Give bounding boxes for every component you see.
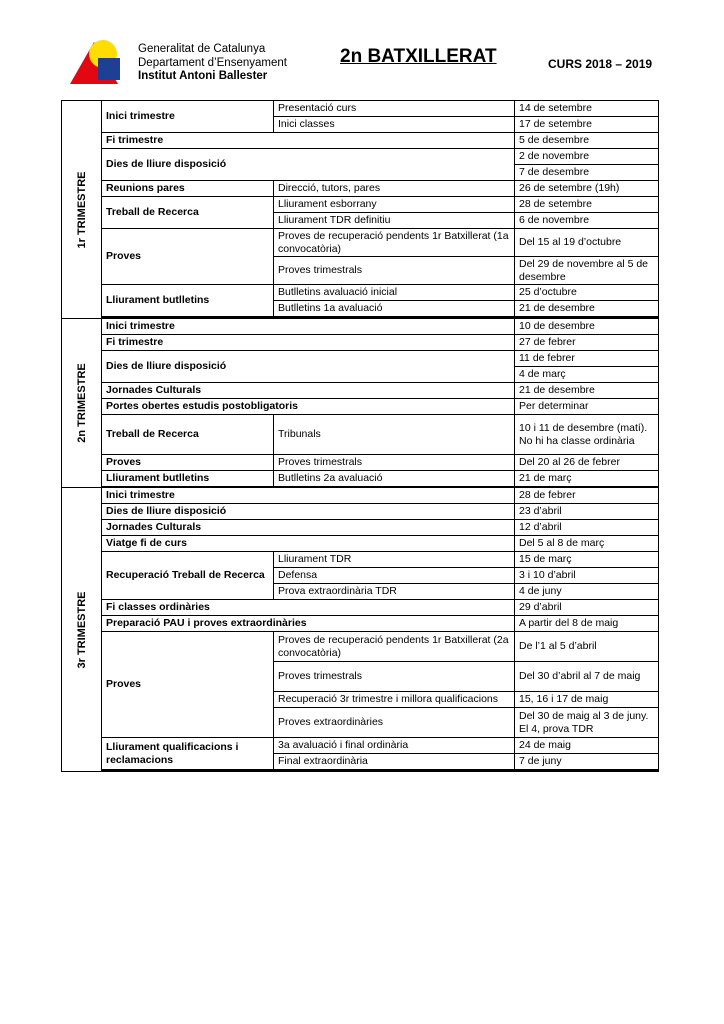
event-detail: Lliurament esborrany [274, 197, 515, 213]
institution-line-3: Institut Antoni Ballester [138, 70, 268, 82]
event-date: 6 de novembre [515, 213, 659, 229]
event-date: 14 de setembre [515, 101, 659, 117]
event-name: Proves [102, 229, 274, 285]
event-date: 26 de setembre (19h) [515, 181, 659, 197]
event-name: Treball de Recerca [102, 197, 274, 229]
institution-block [138, 43, 287, 84]
event-date: 10 i 11 de desembre (matí). No hi ha classe ordinària [515, 415, 659, 455]
event-name: Jornades Culturals [102, 520, 515, 536]
event-detail: Presentació curs [274, 101, 515, 117]
event-detail: Final extraordinària [274, 754, 515, 770]
event-name: Treball de Recerca [102, 415, 274, 455]
event-detail: Proves trimestrals [274, 257, 515, 285]
event-name: Lliurament butlletins [102, 471, 274, 487]
event-date: 4 de juny [515, 584, 659, 600]
event-name: Dies de lliure disposició [102, 149, 515, 181]
event-name: Fi classes ordinàries [102, 600, 515, 616]
event-date: 7 de desembre [515, 165, 659, 181]
calendar-table [61, 100, 659, 772]
event-detail: Proves trimestrals [274, 662, 515, 692]
event-name: Inici trimestre [102, 101, 274, 133]
event-date: A partir del 8 de maig [515, 616, 659, 632]
event-detail: Recuperació 3r trimestre i millora qualificacions [274, 692, 515, 708]
event-name: Lliurament butlletins [102, 285, 274, 317]
event-detail: Direcció, tutors, pares [274, 181, 515, 197]
event-date: 15, 16 i 17 de maig [515, 692, 659, 708]
event-date: 2 de novembre [515, 149, 659, 165]
event-name: Proves [102, 455, 274, 471]
event-date: Del 20 al 26 de febrer [515, 455, 659, 471]
event-detail: Tribunals [274, 415, 515, 455]
event-date: 17 de setembre [515, 117, 659, 133]
event-date: Del 29 de novembre al 5 de desembre [515, 257, 659, 285]
event-detail: Prova extraordinària TDR [274, 584, 515, 600]
event-detail: Lliurament TDR definitiu [274, 213, 515, 229]
institution-line-2: Departament d’Ensenyament [138, 56, 287, 69]
event-date: Per determinar [515, 399, 659, 415]
event-date: 7 de juny [515, 754, 659, 770]
term-label: 1r TRIMESTRE [62, 101, 102, 319]
event-name: Lliurament qualificacions i reclamacions [102, 738, 274, 770]
event-name: Inici trimestre [102, 488, 515, 504]
event-name: Proves [102, 632, 274, 738]
event-name: Fi trimestre [102, 133, 515, 149]
school-year: CURS 2018 – 2019 [548, 57, 653, 71]
event-name: Jornades Culturals [102, 383, 515, 399]
table-row [62, 101, 659, 117]
term-label: 3r TRIMESTRE [62, 488, 102, 772]
event-date: 12 d’abril [515, 520, 659, 536]
event-detail: Butlletins 1a avaluació [274, 301, 515, 317]
event-name: Portes obertes estudis postobligatoris [102, 399, 515, 415]
event-date: 5 de desembre [515, 133, 659, 149]
event-date: 21 de març [515, 471, 659, 487]
event-date: 4 de març [515, 367, 659, 383]
event-name: Fi trimestre [102, 335, 515, 351]
page-title: 2n BATXILLERAT [340, 46, 497, 67]
event-name: Inici trimestre [102, 319, 515, 335]
event-date: 10 de desembre [515, 319, 659, 335]
event-date: 11 de febrer [515, 351, 659, 367]
event-date: 29 d’abril [515, 600, 659, 616]
event-date: Del 5 al 8 de març [515, 536, 659, 552]
event-date: 23 d’abril [515, 504, 659, 520]
event-detail: 3a avaluació i final ordinària [274, 738, 515, 754]
institution-line-1: Generalitat de Catalunya [138, 43, 266, 55]
event-date: De l’1 al 5 d’abril [515, 632, 659, 662]
generalitat-logo [70, 38, 132, 86]
event-date: 15 de març [515, 552, 659, 568]
event-name: Reunions pares [102, 181, 274, 197]
event-date: 27 de febrer [515, 335, 659, 351]
event-detail: Proves trimestrals [274, 455, 515, 471]
event-date: Del 30 d’abril al 7 de maig [515, 662, 659, 692]
event-date: 25 d’octubre [515, 285, 659, 301]
event-date: 28 de setembre [515, 197, 659, 213]
event-name: Preparació PAU i proves extraordinàries [102, 616, 515, 632]
event-name: Viatge fi de curs [102, 536, 515, 552]
event-name: Recuperació Treball de Recerca [102, 552, 274, 600]
event-detail: Proves de recuperació pendents 1r Batxillerat (2a convocatòria) [274, 632, 515, 662]
event-detail: Proves de recuperació pendents 1r Batxillerat (1a convocatòria) [274, 229, 515, 257]
event-date: 21 de desembre [515, 383, 659, 399]
event-detail: Inici classes [274, 117, 515, 133]
event-detail: Defensa [274, 568, 515, 584]
event-date: 3 i 10 d’abril [515, 568, 659, 584]
event-name: Dies de lliure disposició [102, 351, 515, 383]
event-date: Del 30 de maig al 3 de juny. El 4, prova TDR [515, 708, 659, 738]
event-detail: Butlletins avaluació inicial [274, 285, 515, 301]
event-date: 21 de desembre [515, 301, 659, 317]
event-date: Del 15 al 19 d’octubre [515, 229, 659, 257]
term-label: 2n TRIMESTRE [62, 319, 102, 488]
event-detail: Butlletins 2a avaluació [274, 471, 515, 487]
event-detail: Proves extraordinàries [274, 708, 515, 738]
event-date: 24 de maig [515, 738, 659, 754]
event-date: 28 de febrer [515, 488, 659, 504]
event-detail: Lliurament TDR [274, 552, 515, 568]
event-name: Dies de lliure disposició [102, 504, 515, 520]
